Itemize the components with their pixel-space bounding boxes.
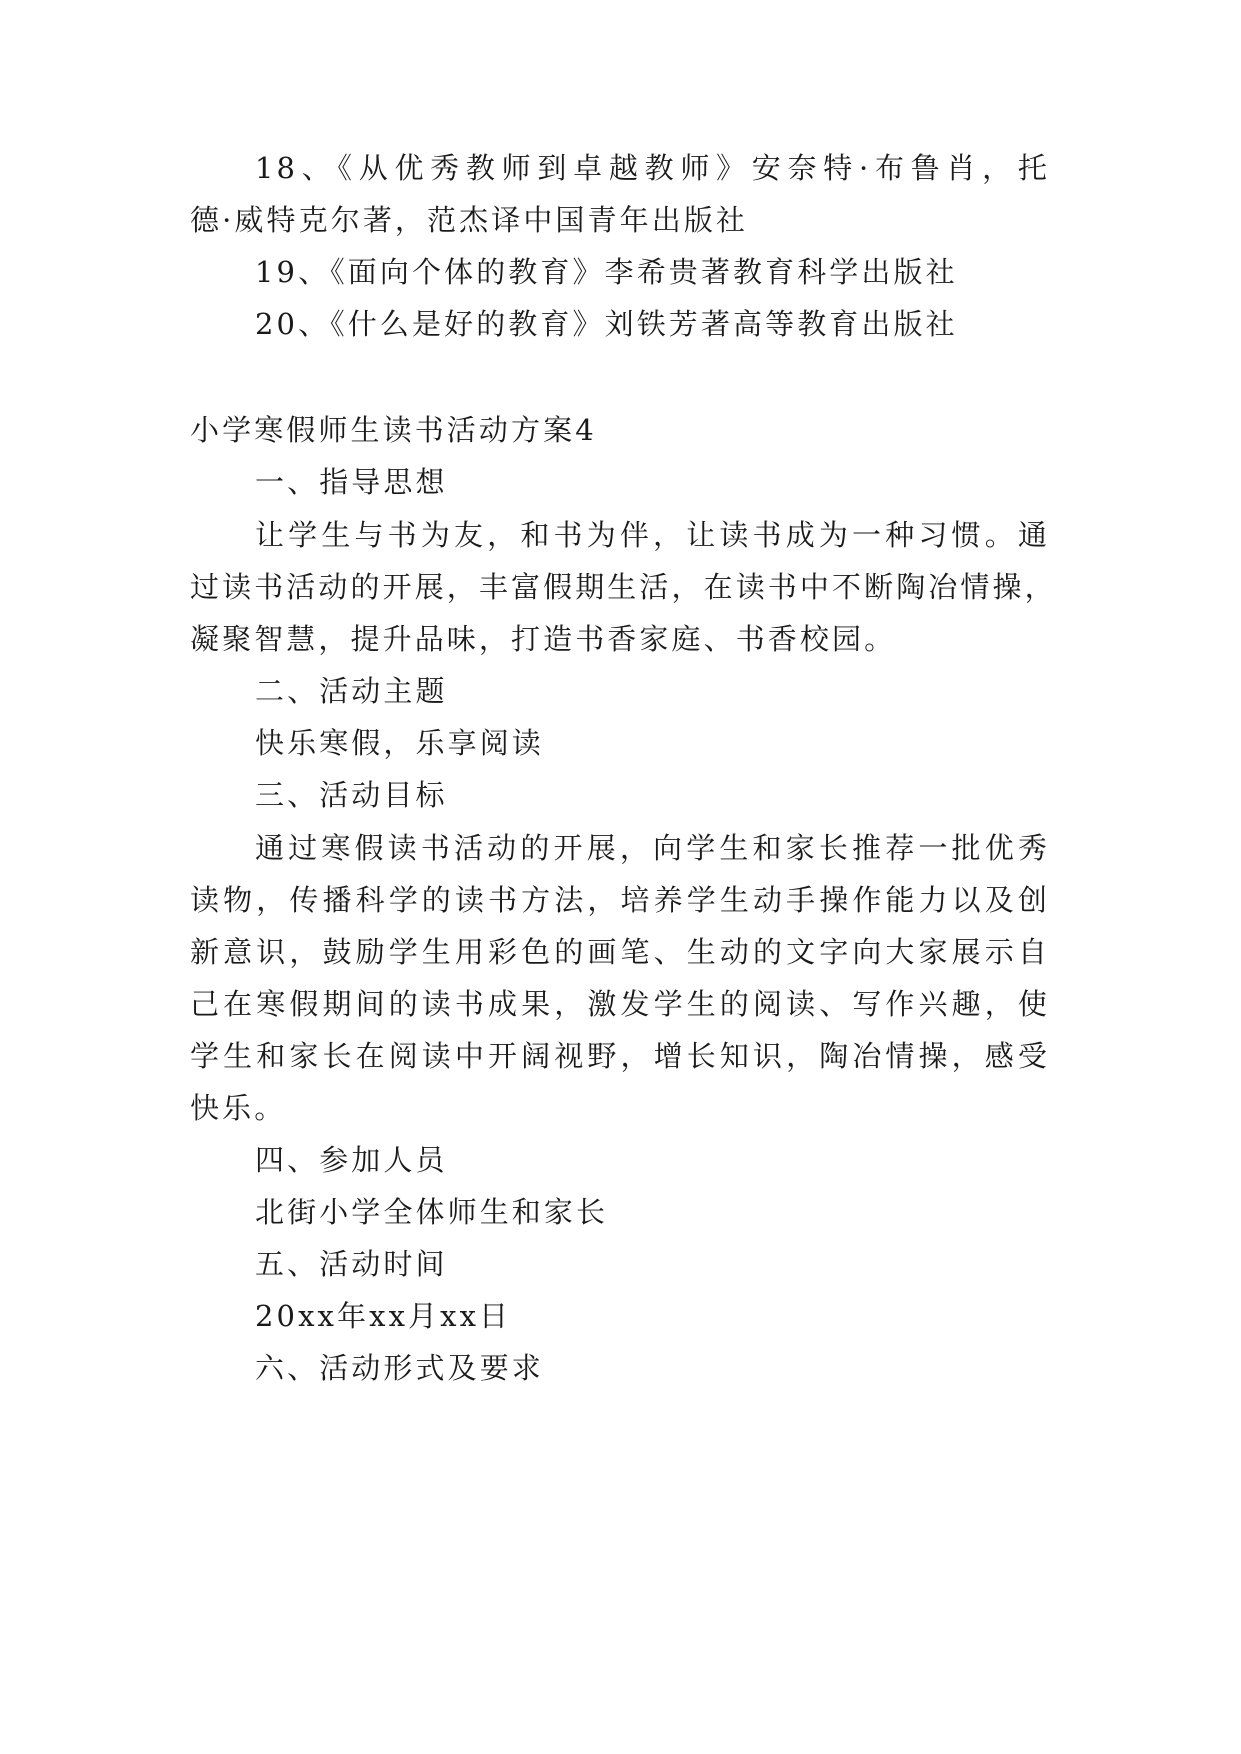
section-4-text: 北街小学全体师生和家长 [255, 1195, 609, 1229]
plan-title: 小学寒假师生读书活动方案4 [190, 413, 597, 447]
section-1-heading: 一、指导思想 [255, 465, 448, 499]
section-6-heading: 六、活动形式及要求 [255, 1351, 544, 1385]
section-3-paragraph-line5: 学生和家长在阅读中开阔视野，增长知识，陶冶情操，感受 [190, 1039, 1050, 1073]
section-3-paragraph-line3: 新意识，鼓励学生用彩色的画笔、生动的文字向大家展示自 [190, 935, 1050, 969]
section-2-text: 快乐寒假，乐享阅读 [255, 726, 544, 760]
section-4-heading: 四、参加人员 [255, 1143, 448, 1177]
section-1-paragraph-line1: 让学生与书为友，和书为伴，让读书成为一种习惯。通 [255, 518, 1050, 552]
section-3-paragraph-line4: 己在寒假期间的读书成果，激发学生的阅读、写作兴趣，使 [190, 987, 1050, 1021]
booklist-item-20: 20、《什么是好的教育》刘铁芳著高等教育出版社 [255, 307, 958, 341]
section-5-text: 20xx年xx月xx日 [255, 1299, 512, 1333]
section-3-paragraph-line2: 读物，传播科学的读书方法，培养学生动手操作能力以及创 [190, 883, 1050, 917]
section-1-paragraph-line2: 过读书活动的开展，丰富假期生活，在读书中不断陶冶情操， [190, 570, 1057, 604]
booklist-item-18-line1: 18、《从优秀教师到卓越教师》安奈特·布鲁肖，托 [255, 151, 1050, 185]
section-3-paragraph-line6: 快乐。 [190, 1091, 287, 1125]
section-3-heading: 三、活动目标 [255, 778, 448, 812]
booklist-item-18-line2: 德·威特克尔著，范杰译中国青年出版社 [190, 203, 749, 237]
section-1-paragraph-line3: 凝聚智慧，提升品味，打造书香家庭、书香校园。 [190, 622, 897, 656]
section-5-heading: 五、活动时间 [255, 1247, 448, 1281]
section-2-heading: 二、活动主题 [255, 674, 448, 708]
booklist-item-19: 19、《面向个体的教育》李希贵著教育科学出版社 [255, 255, 958, 289]
section-3-paragraph-line1: 通过寒假读书活动的开展，向学生和家长推荐一批优秀 [255, 831, 1050, 865]
